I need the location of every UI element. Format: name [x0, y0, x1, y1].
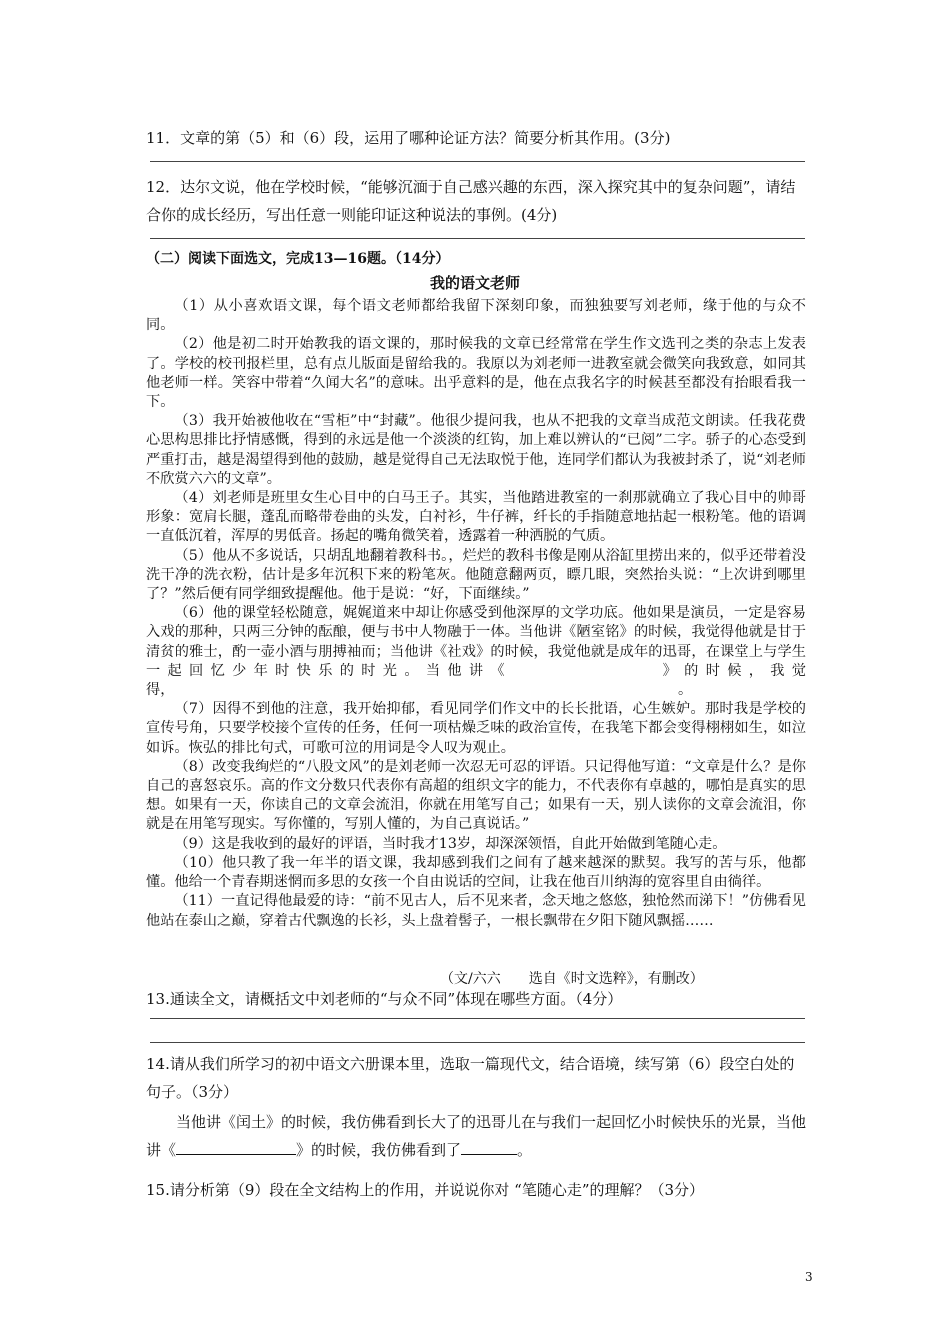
paragraph: （1）从小喜欢语文课，每个语文老师都给我留下深刻印象，而独独要写刘老师，缘于他的与众不同。	[146, 298, 806, 334]
example-text-a: 当他讲《闰土》的时候，我仿佛看到长大了的迅哥儿在与我们一起回忆小时候快乐的光景，当他讲《	[146, 1113, 807, 1159]
blank-sentence[interactable]	[461, 1154, 517, 1155]
page-number: 3	[805, 1270, 813, 1284]
question-11: 11．文章的第（5）和（6）段，运用了哪种论证方法？简要分析其作用。(3分)	[146, 129, 671, 147]
paragraph: （7）因得不到他的注意，我开始抑郁，看见同学们作文中的长长批语，心生嫉妒。那时我是学校的宣传号角，只要学校接个宣传的任务，任何一项枯燥乏味的政治宣传，在我笔下都会变得栩栩如生，如泣如诉。恢弘的排比句式，可歌可泣的用词是令人叹为观止。	[146, 701, 806, 756]
question-14-example	[146, 1108, 806, 1164]
answer-line	[150, 1018, 805, 1019]
paragraph: （5）他从不多说话，只胡乱地翻着教科书。，烂烂的教科书像是刚从浴缸里捞出来的，似乎还带着没洗干净的洗衣粉，估计是多年沉积下来的粉笔灰。他随意翻两页，瞟几眼，突然抬头说：“上次讲到哪里了？”然后便有同学细致提醒他。他于是说：“好，下面继续。”	[146, 547, 806, 603]
paragraph: （10）他只教了我一年半的语文课，我却感到我们之间有了越来越深的默契。我写的苦与乐，他都懂。他给一个青春期迷惘而多思的女孩一个自由说话的空间，让我在他百川纳海的宽容里自由徜徉。	[146, 854, 806, 891]
paragraph: （3）我开始被他收在“雪柜”中“封藏”。他很少提问我，也从不把我的文章当成范文朗读。任我花费心思构思排比抒情感慨，得到的永远是他一个淡淡的红钩，加上难以辨认的“已阅”二字。骄子的心态受到严重打击，越是渴望得到他的鼓励，越是觉得自己无法取悦于他，连同学们都认为我被封杀了，说“刘老师不欣赏六六的文章”。	[146, 413, 806, 487]
article-title: 我的语文老师	[429, 274, 520, 292]
source-note: （文/六六 选自《时文选粹》，有删改）	[440, 971, 704, 987]
paragraph: （11）一直记得他最爱的诗：“前不见古人，后不见来者，念天地之悠悠，独怆然而涕下！”仿佛看见他站在泰山之巅，穿着古代飘逸的长衫，头上盘着髻子，一根长飘带在夕阳下随风飘摇……	[146, 893, 806, 929]
section-heading: （二）阅读下面选文，完成13—16题。（14分）	[146, 251, 450, 267]
question-12: 12．达尔文说，他在学校时候，“能够沉湎于自己感兴趣的东西，深入探究其中的复杂问题”，请结合你的成长经历，写出任意一则能印证这种说法的事例。(4分)	[146, 178, 796, 224]
answer-line	[150, 161, 805, 162]
answer-line	[150, 1042, 805, 1043]
paragraph: （6）他的课堂轻松随意，娓娓道来中却让你感受到他深厚的文学功底。他如果是演员，一定是容易入戏的那种，只两三分钟的酝酿，便与书中人物融于一体。当他讲《陋室铭》的时候，我觉得他就是甘于清贫的雅士，酌一壶小酒与朋搏袖而；当他讲《社戏》的时候，我觉他就是成年的迅哥，在课堂上与学生一起回忆少年时快乐的时光。当他讲《 》的时候，我觉得， 。	[146, 605, 806, 699]
example-text-end: 。	[517, 1141, 533, 1159]
question-14: 14.请从我们所学习的初中语文六册课本里，选取一篇现代文，结合语境，续写第（6）段空白处的句子。（3分）	[146, 1055, 795, 1101]
answer-line	[150, 238, 805, 239]
paragraph: （8）改变我绚烂的“八股文风”的是刘老师一次忍无可忍的评语。只记得他写道：“文章是什么？是你自己的喜怒哀乐。高的作文分数只代表你有高超的组织文字的能力，不代表你有卓越的，哪怕是真实的思想。如果有一天，你读自己的文章会流泪，你就在用笔写自己；如果有一天，别人读你的文章会流泪，你就是在用笔写现实。写你懂的，写别人懂的，为自己真说话。”	[146, 758, 806, 833]
example-text-b: 》的时候，我仿佛看到了	[296, 1141, 462, 1159]
question-15: 15.请分析第（9）段在全文结构上的作用，并说说你对 “笔随心走”的理解？（3分）	[146, 1181, 705, 1199]
article-body	[146, 297, 806, 931]
paragraph: （2）他是初二时开始教我的语文课的，那时候我的文章已经常常在学生作文选刊之类的杂志上发表了。学校的校刊报栏里，总有点儿版面是留给我的。我原以为刘老师一进教室就会微笑向我致意，如同其他老师一样。笑容中带着“久闻大名”的意味。出乎意料的是，他在点我名字的时候甚至都没有抬眼看我一下。	[146, 336, 806, 411]
blank-lesson[interactable]	[176, 1154, 296, 1155]
paragraph: （9）这是我收到的最好的评语，当时我才13岁，却深深领悟，自此开始做到笔随心走。	[174, 835, 727, 852]
paragraph: （4）刘老师是班里女生心目中的白马王子。其实，当他踏进教室的一刹那就确立了我心目中的帅哥形象：宽肩长腿，蓬乱而略带卷曲的头发，白衬衫，牛仔裤，纤长的手指随意地拈起一根粉笔。他的语调一直低沉着，浑厚的男低音。扬起的嘴角微笑着，透露着一种洒脱的气质。	[146, 490, 806, 545]
question-13: 13.通读全文，请概括文中刘老师的“与众不同”体现在哪些方面。（4分）	[146, 990, 623, 1008]
